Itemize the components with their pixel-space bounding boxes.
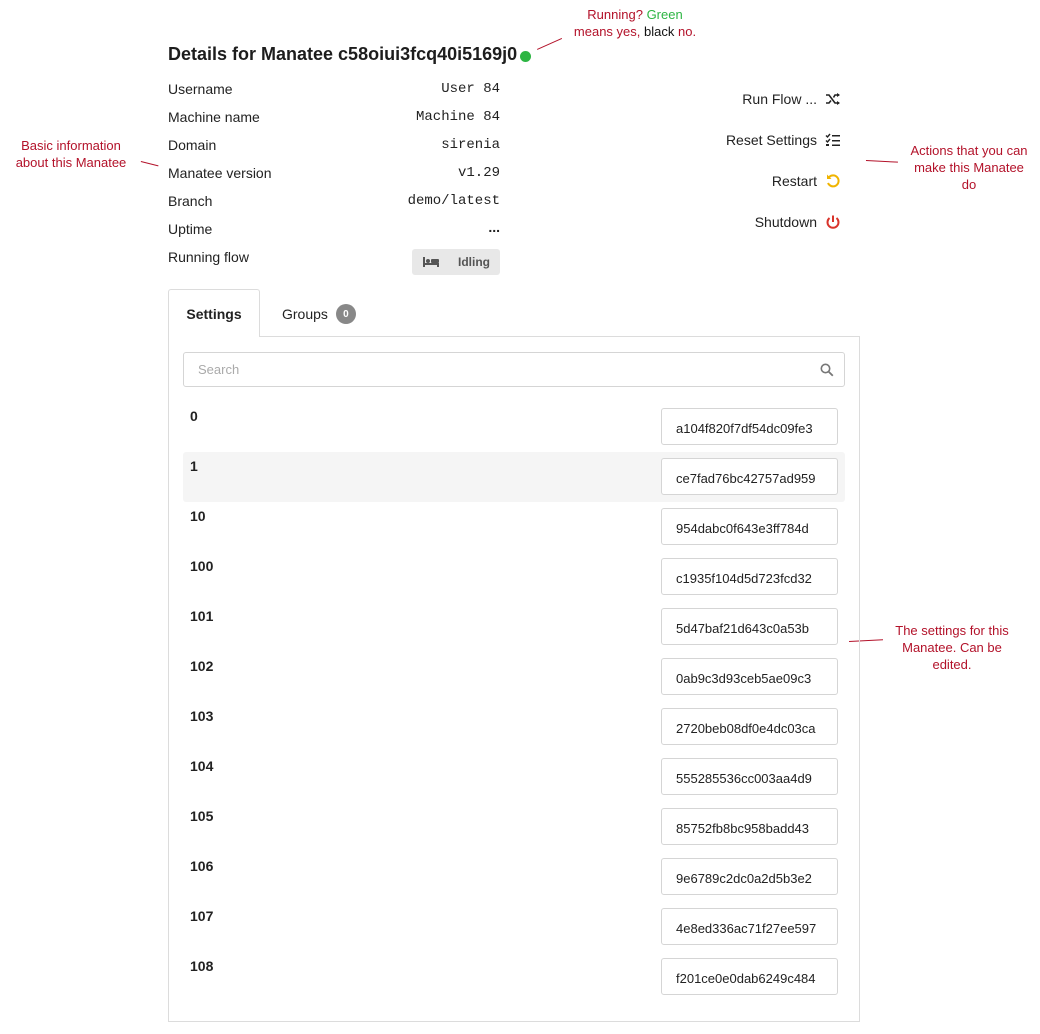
power-icon [825, 214, 841, 230]
annotation-text: Green [646, 7, 683, 22]
setting-value-input[interactable]: 2720beb08df0e4dc03ca [661, 708, 838, 745]
bed-icon [422, 256, 440, 268]
info-label-domain: Domain [168, 137, 217, 153]
settings-row [183, 952, 845, 1002]
checklist-icon [825, 133, 841, 147]
settings-row [183, 902, 845, 952]
info-label-running-flow: Running flow [168, 249, 249, 265]
settings-row [183, 552, 845, 602]
settings-row [183, 502, 845, 552]
annotation-text: The settings for this [895, 623, 1009, 638]
annotation-actions [900, 142, 1038, 193]
info-label-manatee-version: Manatee version [168, 165, 272, 181]
setting-value-input[interactable]: 4e8ed336ac71f27ee597 [661, 908, 838, 945]
shuffle-icon [825, 92, 841, 106]
tab-settings-label: Settings [186, 305, 242, 322]
tab-settings[interactable] [168, 289, 260, 337]
annotation-text: Running? [587, 7, 643, 22]
run-flow-button[interactable] [742, 89, 841, 109]
settings-row [183, 602, 845, 652]
info-value-username: User 84 [441, 81, 500, 97]
restart-button[interactable] [772, 171, 841, 191]
setting-value-input[interactable]: f201ce0e0dab6249c484 [661, 958, 838, 995]
annotation-text: Actions that you can [910, 143, 1028, 158]
running-flow-badge [412, 249, 500, 275]
annotation-text: black [644, 24, 675, 39]
setting-key: 104 [190, 758, 214, 774]
reset-settings-button[interactable] [726, 130, 841, 150]
setting-value-input[interactable]: a104f820f7df54dc09fe3 [661, 408, 838, 445]
setting-value-input[interactable]: 555285536cc003aa4d9 [661, 758, 838, 795]
settings-row [183, 402, 845, 452]
info-label-branch: Branch [168, 193, 213, 209]
setting-value-input[interactable]: 0ab9c3d93ceb5ae09c3 [661, 658, 838, 695]
tab-groups[interactable] [282, 303, 356, 325]
setting-key: 106 [190, 858, 214, 874]
info-value-domain: sirenia [441, 137, 500, 153]
setting-value-input[interactable]: 85752fb8bc958badd43 [661, 808, 838, 845]
setting-value-input[interactable]: ce7fad76bc42757ad959 [661, 458, 838, 495]
annotation-text: edited. [932, 657, 972, 672]
info-value-machine-name: Machine 84 [415, 109, 500, 125]
setting-key: 101 [190, 608, 214, 624]
reset-settings-label: Reset Settings [725, 132, 817, 148]
annotation-text: no. [678, 24, 697, 39]
settings-row [183, 702, 845, 752]
annotation-text: do [961, 177, 977, 192]
annotation-basic-info [6, 137, 136, 171]
search-icon[interactable] [820, 363, 834, 377]
info-value-branch: demo/latest [407, 193, 500, 209]
setting-key: 0 [190, 408, 198, 424]
shutdown-button[interactable] [755, 212, 841, 232]
annotation-leader-basic-info [141, 161, 159, 166]
info-label-machine-name: Machine name [168, 109, 260, 125]
annotation-text: make this Manatee [914, 160, 1024, 175]
setting-value-input[interactable]: 954dabc0f643e3ff784d [661, 508, 838, 545]
tab-groups-label: Groups [282, 306, 328, 322]
annotation-settings [880, 622, 1024, 673]
info-label-uptime: Uptime [168, 221, 213, 237]
setting-key: 102 [190, 658, 214, 674]
setting-key: 103 [190, 708, 214, 724]
restart-icon [825, 173, 841, 189]
shutdown-label: Shutdown [754, 214, 817, 230]
settings-row [183, 752, 845, 802]
settings-row [183, 452, 845, 502]
settings-row [183, 852, 845, 902]
setting-key: 107 [190, 908, 214, 924]
running-flow-value: Idling [458, 255, 490, 269]
search-box [183, 352, 845, 387]
running-status-indicator [520, 51, 531, 62]
setting-key: 1 [190, 458, 198, 474]
groups-count-badge: 0 [336, 304, 356, 324]
restart-label: Restart [771, 173, 817, 189]
annotation-running-status [560, 6, 710, 40]
setting-value-input[interactable]: c1935f104d5d723fcd32 [661, 558, 838, 595]
annotation-text: means yes, [573, 24, 641, 39]
settings-row [183, 802, 845, 852]
annotation-text: Manatee. Can be [902, 640, 1002, 655]
annotation-leader-running [537, 38, 562, 50]
setting-key: 108 [190, 958, 214, 974]
info-label-username: Username [168, 81, 233, 97]
setting-key: 10 [190, 508, 206, 524]
annotation-text: about this Manatee [15, 155, 127, 170]
setting-value-input[interactable]: 5d47baf21d643c0a53b [661, 608, 838, 645]
setting-key: 100 [190, 558, 214, 574]
run-flow-label: Run Flow ... [742, 91, 817, 107]
page-title: Details for Manatee c58oiui3fcq40i5169j0 [168, 44, 518, 64]
search-input[interactable] [196, 361, 820, 378]
info-value-uptime: ... [488, 219, 500, 235]
annotation-text: Basic information [21, 138, 121, 153]
info-value-manatee-version: v1.29 [457, 165, 500, 181]
annotation-leader-actions [866, 160, 898, 163]
setting-key: 105 [190, 808, 214, 824]
settings-row [183, 652, 845, 702]
setting-value-input[interactable]: 9e6789c2dc0a2d5b3e2 [661, 858, 838, 895]
